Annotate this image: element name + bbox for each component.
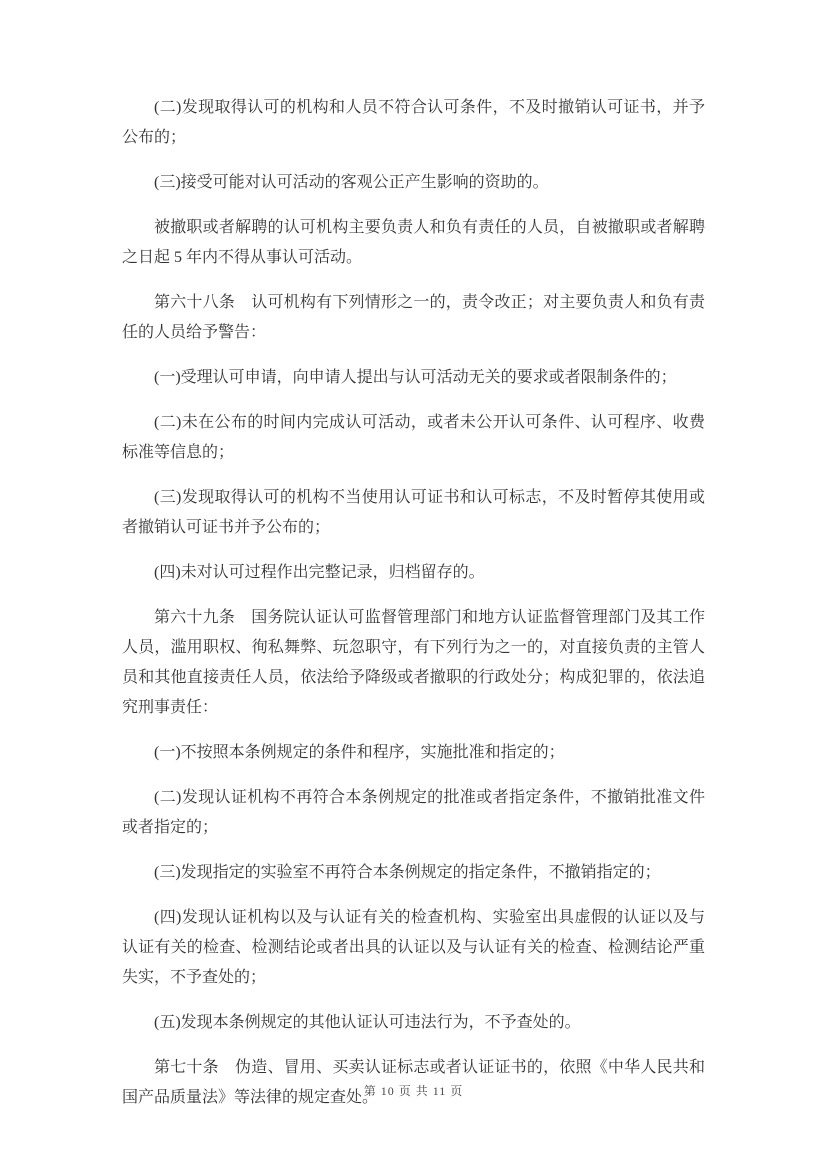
- paragraph: (二)发现认证机构不再符合本条例规定的批准或者指定条件，不撤销批准文件或者指定的；: [122, 789, 705, 836]
- paragraph: (一)不按照本条例规定的条件和程序，实施批准和指定的；: [154, 744, 565, 761]
- paragraph-article-69: 第六十九条 国务院认证认可监督管理部门和地方认证监督管理部门及其工作人员，滥用职权、徇私舞弊、玩忽职守，有下列行为之一的，对直接负责的主管人员和其他直接责任人员，依法给予降级或者撤职的行政处分；构成犯罪的，依法追究刑事责任：: [122, 609, 705, 716]
- paragraph: (三)发现指定的实验室不再符合本条例规定的指定条件，不撤销指定的；: [154, 864, 661, 881]
- paragraph: (三)接受可能对认可活动的客观公正产生影响的资助的。: [154, 174, 549, 191]
- paragraph-article-70: 第七十条 伪造、冒用、买卖认证标志或者认证证书的，依照《中华人民共和国产品质量法》等法律的规定查处。: [122, 1059, 705, 1106]
- paragraph: (二)未在公布的时间内完成认可活动，或者未公开认可条件、认可程序、收费标准等信息的；: [122, 414, 705, 461]
- paragraph: (二)发现取得认可的机构和人员不符合认可条件，不及时撤销认可证书，并予公布的；: [122, 99, 705, 146]
- paragraph: 被撤职或者解聘的认可机构主要负责人和负有责任的人员，自被撤职或者解聘之日起 5 年内不得从事认可活动。: [122, 219, 705, 266]
- document-body: [122, 93, 705, 1128]
- page-number: 第 10 页 共 11 页: [363, 1084, 464, 1098]
- paragraph: (一)受理认可申请，向申请人提出与认可活动无关的要求或者限制条件的；: [154, 369, 677, 386]
- paragraph: (四)发现认证机构以及与认证有关的检查机构、实验室出具虚假的认证以及与认证有关的检查、检测结论或者出具的认证以及与认证有关的检查、检测结论严重失实，不予查处的；: [122, 909, 705, 986]
- paragraph: (三)发现取得认可的机构不当使用认可证书和认可标志，不及时暂停其使用或者撤销认可证书并予公布的；: [122, 489, 705, 536]
- paragraph: (四)未对认可过程作出完整记录，归档留存的。: [154, 564, 485, 581]
- paragraph-article-68: 第六十八条 认可机构有下列情形之一的，责令改正；对主要负责人和负有责任的人员给予警告：: [122, 294, 705, 341]
- paragraph: (五)发现本条例规定的其他认证认可违法行为，不予查处的。: [154, 1014, 581, 1031]
